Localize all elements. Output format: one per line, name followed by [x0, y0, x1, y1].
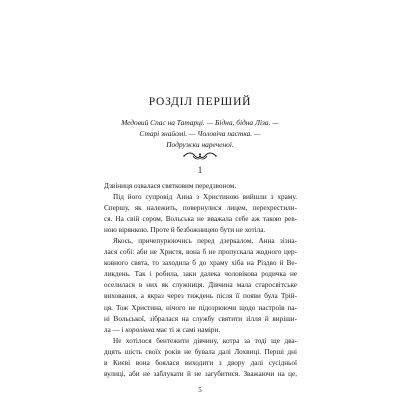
text-line: ликдень. Так і робила, заки далека чоловікова родичка не: [104, 270, 297, 279]
epigraph-line: Подружки нареченої.: [166, 139, 234, 149]
chapter-epigraph: [100, 118, 300, 150]
text-line: Якось, причепурюючись перед дзеркалом, Анна зізна-: [113, 237, 297, 246]
text-line: ковного свята, то заходила б до храму хіба на Різдво й Ве-: [104, 259, 297, 268]
text-line: ся. На свій сором, Вольська не вважала себе аж такою рев-: [104, 215, 297, 224]
text-line: Спершу, як належить, повернулися лицем, перехрестили-: [104, 204, 297, 213]
text-line: Під його супровід Анна з Христиною вийшли з храму.: [113, 193, 297, 202]
text-line: дцять шість своїх років не бувала далі Лохвиці. Перші дні: [104, 347, 297, 356]
epigraph-line: Медовий Спас на Татарці. — Бідна, бідна Ліза. —: [121, 118, 279, 127]
page-number: 5: [198, 386, 202, 394]
epigraph-line: Старі знайомі. — Чоловіча пастка. —: [139, 128, 261, 138]
text-line: Не хотілося бентежити дівчину, котра за тоді ще два-: [113, 336, 297, 345]
text-line: ця. Тож Христина, нічого не підозрюючи щодо настроїв па-: [104, 303, 297, 312]
body-text: [104, 181, 297, 380]
chapter-title: РОЗДІЛ ПЕРШИЙ: [148, 96, 252, 108]
section-number: 1: [197, 165, 203, 175]
text-line: Дзвіниця озвалася святковим передзвоном.: [104, 182, 237, 190]
text-line: вулиці, аби не заблукати й не загубитися. Зважаючи на це,: [104, 369, 297, 378]
text-line: в Києві вона боялася виходити з двору далі сусідньої: [104, 358, 297, 367]
text-line: ла — і королівна має ті ж самі наміри.: [104, 325, 221, 334]
text-line: ні Вольської, зібралася на службу святити зілля й виріши-: [104, 314, 297, 323]
text-line: ною вірянкою. Проте й безбожницею бути не хотіла.: [104, 226, 266, 235]
italic-word: королівна: [125, 325, 155, 334]
flourish-ornament-icon: [182, 150, 218, 162]
text-line: оселилася в них як служниця. Дівчина мала старосвітське: [104, 281, 297, 290]
text-line: виховання, а якраз через тиждень після її появи була Трій-: [104, 292, 297, 301]
text-line: лася собі: аби не Христя, вона б не пропускала жодного цер-: [104, 248, 297, 257]
